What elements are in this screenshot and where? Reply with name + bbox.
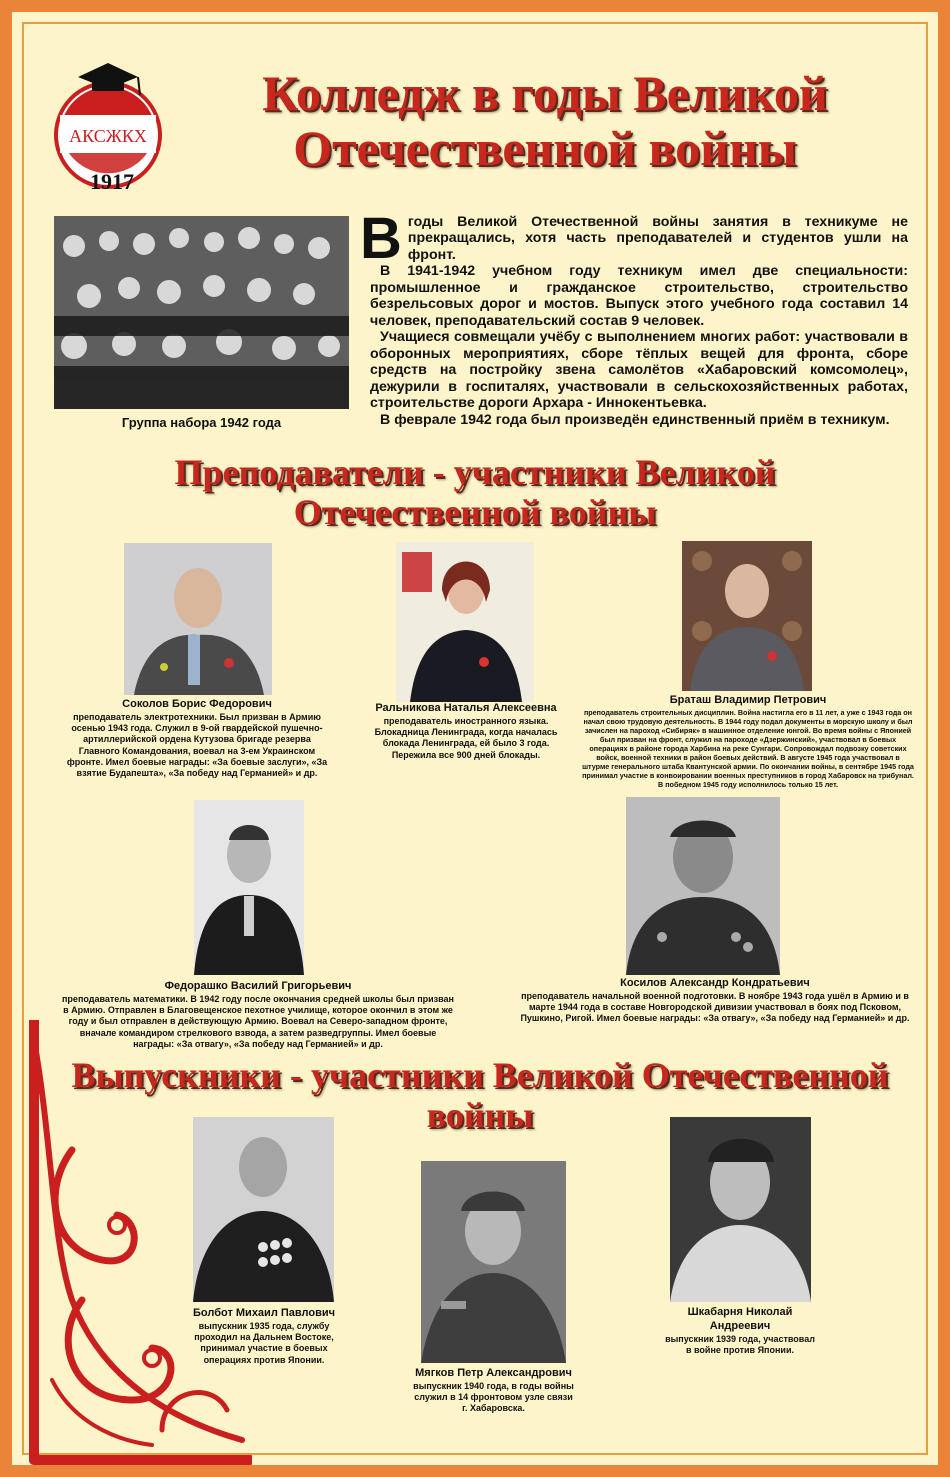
teacher-name: Браташ Владимир Петрович [669,694,827,706]
college-logo [50,55,170,195]
teacher-photo-sokolov [124,543,272,695]
graduate-name: Мягков Петр Александрович [415,1367,572,1379]
intro-paragraph-3: Учащиеся совмещали учёбу с выполнением многих работ: участвовали в оборонных мероприятиях, сборе тёплых вещей для фронта, сборе средств на постройку звена самолётов «Хабаровский комсомолец», дежурили в госпиталях, участвовали в сельскохозяйственных работах, строительстве дороги Архара - Иннокентьевка. [370,329,908,412]
teacher-caption-fedorashko [58,980,458,1050]
teacher-bio: преподаватель начальной военной подготовки. В ноябре 1943 года ушёл в Армию и в марте 1944 года в составе Новгородской дивизии участвовал в боях под Псковом, Пушкино, Ригой. Имел боевые награды: «За отвагу», «За победу над Германией» и др. [520,990,910,1024]
teacher-bio: преподаватель строительных дисциплин. Война настигла его в 11 лет, а уже с 1943 года он начал свою трудовую деятельность. В 1944 году подал документы в морскую школу и был зачислен на пароход «Сибиряк» в машинное отделение юнгой. Во время войны с Японией был призван на фронт, служил на пароходе «Дзержинский», участвовал в боевых операциях в районе города Харбина на реке Сунгари. Сопровождал подвозку советских войск, военной техники в район боевых действий. В августе 1945 года участвовал в штурме генерального штаба Квантунской армии. По окончании войны, в сентябре 1945 года принимал участие в конвоировании военных преступников в город Хабаровск на трибунал. В победном 1945 году исполнилось только 15 лет. [582,707,914,789]
group-photo [54,216,349,409]
graduate-caption-bolbot [178,1307,350,1366]
drop-cap: В [360,206,402,271]
teacher-photo-kosilov [626,797,780,975]
teacher-bio: преподаватель иностранного языка. Блокадница Ленинграда, когда началась блокада Ленинграда, ей было 3 года. Пережила все 900 дней блокады. [374,715,558,760]
intro-paragraph-1: годы Великой Отечественной войны занятия в техникуме не прекращались, хотя часть преподавателей и студентов ушли на фронт. [407,214,908,263]
intro-paragraph-4: В феврале 1942 года был произведён единственный приём в техникум. [380,411,890,428]
page-title: Колледж в годы Великой Отечественной войны [262,65,828,176]
teacher-caption-bratash [582,694,914,789]
teacher-name: Соколов Борис Федорович [122,698,272,710]
teacher-caption-ralnikova [366,702,566,761]
group-photo-caption: Группа набора 1942 года [121,415,282,430]
teacher-caption-sokolov [66,698,328,779]
graduate-photo-myagkov [421,1161,566,1363]
teacher-bio: преподаватель электротехники. Был призван в Армию осенью 1943 года. Служил в 9-ой гвардейской пушечно-артиллерийской ордена Кутузова бригаде резерва Главного Командования, воевал на 3-ем Украинском фронте. Имел боевые награды: «За боевые заслуги», «За взятие Будапешта», «За победу над Германией» и др. [66,711,328,778]
graduate-bio: выпускник 1935 года, службу проходил на Дальнем Востоке, принимал участие в боевых операциях против Японии. [194,1320,334,1365]
intro-paragraph-2: В 1941-1942 учебном году техникум имел две специальности: промышленное и гражданское строительство, строительство безрельсовых дорог и мостов. Выпуск этого учебного года составил 14 человек, преподавательский состав 9 человек. [370,263,908,329]
graduate-caption-myagkov [411,1367,576,1415]
graduate-name: Болбот Михаил Павлович [193,1307,335,1319]
teacher-photo-ralnikova [396,542,534,702]
logo-year: 1917 [90,169,134,194]
graduates-section-title: Выпускники - участники Великой Отечественной войны [71,1055,889,1135]
teacher-caption-kosilov [510,977,920,1025]
teacher-name: Федорашко Василий Григорьевич [164,980,352,992]
teachers-section-title: Преподаватели - участники Великой Отечественной войны [174,452,776,532]
teacher-name: Косилов Александр Кондратьевич [620,977,810,989]
graduate-name: Шкабарня Николай Андреевич [687,1306,793,1332]
graduate-photo-shkabarnya [670,1117,811,1302]
teacher-bio: преподаватель математики. В 1942 году после окончания средней школы был призван в Армию. Отправлен в Благовещенское пехотное училище, которое окончил в этом же году и был отправлен в действующую Армию. Воевал на Северо-западном фронте, вначале командиром стрелкового взвода, а затем разведгруппы. Имел боевые награды: «За отвагу», «За победу над Германией» и др. [62,993,454,1049]
graduate-bio: выпускник 1940 года, в годы войны служил в 14 фронтовом узле связи г. Хабаровска. [413,1380,574,1414]
teacher-name: Ральникова Наталья Алексеевна [375,702,557,714]
teacher-photo-bratash [682,541,812,691]
graduate-bio: выпускник 1939 года, участвовал в войне против Японии. [665,1333,815,1355]
logo-abbr: АКСЖКХ [69,126,147,146]
graduate-photo-bolbot [193,1117,334,1302]
intro-text [360,206,908,428]
teacher-photo-fedorashko [194,800,304,975]
graduate-caption-shkabarnya [665,1306,815,1356]
